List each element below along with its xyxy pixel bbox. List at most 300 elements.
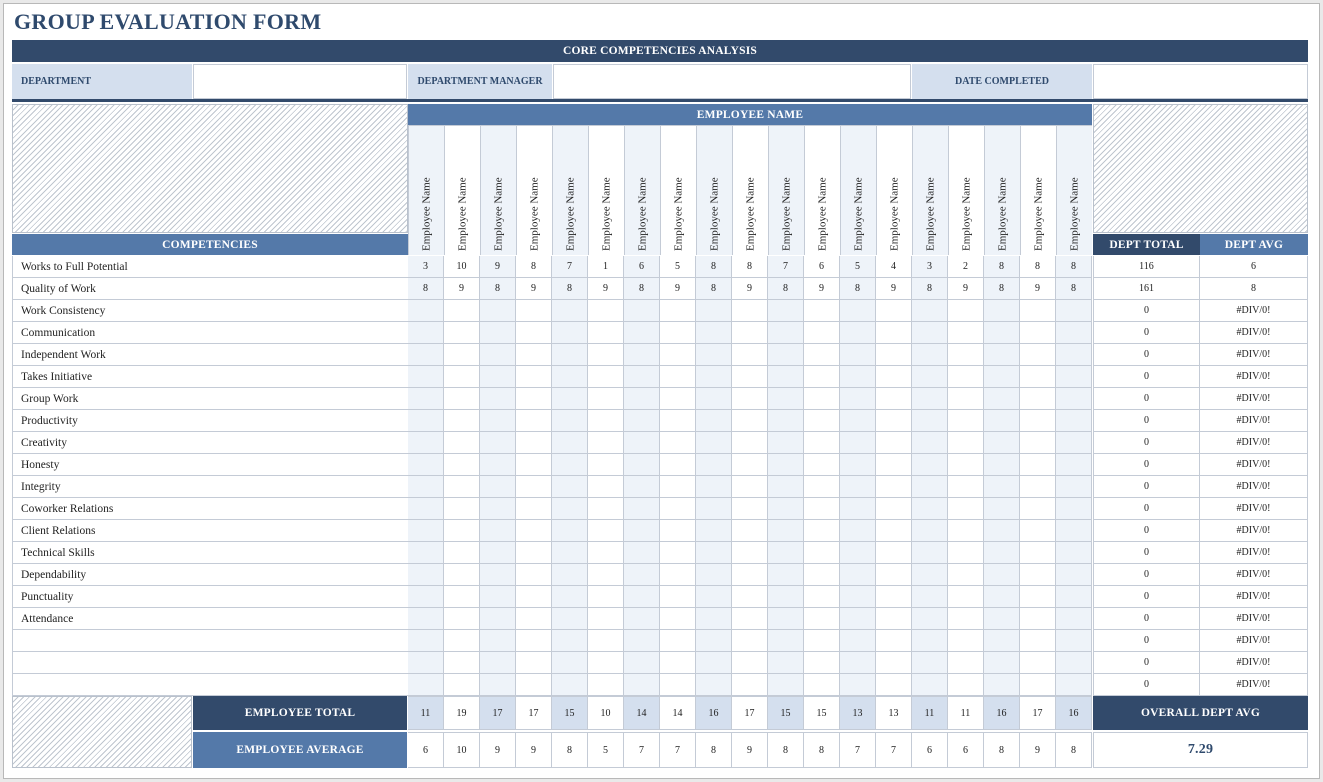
- score-cell[interactable]: 8: [408, 278, 444, 300]
- score-cell[interactable]: [840, 410, 876, 432]
- score-cell[interactable]: [696, 366, 732, 388]
- score-cell[interactable]: [912, 630, 948, 652]
- score-cell[interactable]: [624, 608, 660, 630]
- score-cell[interactable]: [1020, 432, 1056, 454]
- score-cell[interactable]: [912, 674, 948, 696]
- score-cell[interactable]: [480, 564, 516, 586]
- score-cell[interactable]: [840, 586, 876, 608]
- score-cell[interactable]: [588, 564, 624, 586]
- score-cell[interactable]: [480, 476, 516, 498]
- score-cell[interactable]: [768, 476, 804, 498]
- score-cell[interactable]: [840, 674, 876, 696]
- score-cell[interactable]: [840, 652, 876, 674]
- score-cell[interactable]: [984, 410, 1020, 432]
- score-cell[interactable]: [768, 322, 804, 344]
- score-cell[interactable]: [624, 454, 660, 476]
- score-cell[interactable]: [1020, 520, 1056, 542]
- score-cell[interactable]: [480, 454, 516, 476]
- score-cell[interactable]: [948, 608, 984, 630]
- score-cell[interactable]: [876, 586, 912, 608]
- score-cell[interactable]: [444, 344, 480, 366]
- score-cell[interactable]: [804, 366, 840, 388]
- score-cell[interactable]: [984, 300, 1020, 322]
- score-cell[interactable]: [588, 432, 624, 454]
- score-cell[interactable]: [408, 586, 444, 608]
- score-cell[interactable]: [912, 652, 948, 674]
- score-cell[interactable]: [732, 322, 768, 344]
- score-cell[interactable]: [660, 630, 696, 652]
- score-cell[interactable]: [516, 344, 552, 366]
- score-cell[interactable]: [588, 410, 624, 432]
- score-cell[interactable]: [552, 476, 588, 498]
- score-cell[interactable]: [480, 322, 516, 344]
- score-cell[interactable]: [804, 322, 840, 344]
- score-cell[interactable]: [660, 542, 696, 564]
- score-cell[interactable]: [624, 498, 660, 520]
- score-cell[interactable]: [408, 432, 444, 454]
- score-cell[interactable]: [696, 652, 732, 674]
- score-cell[interactable]: [624, 586, 660, 608]
- score-cell[interactable]: [408, 300, 444, 322]
- score-cell[interactable]: 4: [876, 256, 912, 278]
- score-cell[interactable]: [840, 564, 876, 586]
- score-cell[interactable]: [732, 344, 768, 366]
- score-cell[interactable]: [588, 586, 624, 608]
- score-cell[interactable]: [912, 564, 948, 586]
- score-cell[interactable]: [1056, 300, 1092, 322]
- score-cell[interactable]: [768, 498, 804, 520]
- score-cell[interactable]: [912, 542, 948, 564]
- score-cell[interactable]: [588, 520, 624, 542]
- score-cell[interactable]: [444, 652, 480, 674]
- score-cell[interactable]: [588, 498, 624, 520]
- score-cell[interactable]: [948, 674, 984, 696]
- score-cell[interactable]: [912, 300, 948, 322]
- department-manager-field[interactable]: [553, 64, 911, 99]
- score-cell[interactable]: [840, 366, 876, 388]
- score-cell[interactable]: [876, 652, 912, 674]
- score-cell[interactable]: [1020, 542, 1056, 564]
- score-cell[interactable]: [948, 630, 984, 652]
- score-cell[interactable]: [984, 498, 1020, 520]
- score-cell[interactable]: [516, 652, 552, 674]
- score-cell[interactable]: [624, 630, 660, 652]
- score-cell[interactable]: [876, 344, 912, 366]
- score-cell[interactable]: [912, 454, 948, 476]
- score-cell[interactable]: 9: [1020, 278, 1056, 300]
- score-cell[interactable]: [624, 674, 660, 696]
- score-cell[interactable]: [768, 410, 804, 432]
- score-cell[interactable]: [804, 498, 840, 520]
- score-cell[interactable]: [660, 586, 696, 608]
- score-cell[interactable]: [588, 630, 624, 652]
- score-cell[interactable]: [876, 300, 912, 322]
- score-cell[interactable]: [624, 366, 660, 388]
- score-cell[interactable]: [732, 542, 768, 564]
- score-cell[interactable]: [1056, 432, 1092, 454]
- score-cell[interactable]: [660, 344, 696, 366]
- score-cell[interactable]: [912, 476, 948, 498]
- score-cell[interactable]: [1020, 300, 1056, 322]
- score-cell[interactable]: [552, 608, 588, 630]
- score-cell[interactable]: [552, 652, 588, 674]
- score-cell[interactable]: [588, 388, 624, 410]
- score-cell[interactable]: [984, 630, 1020, 652]
- score-cell[interactable]: [624, 476, 660, 498]
- score-cell[interactable]: [804, 652, 840, 674]
- score-cell[interactable]: [552, 454, 588, 476]
- score-cell[interactable]: [660, 322, 696, 344]
- score-cell[interactable]: [840, 498, 876, 520]
- score-cell[interactable]: [552, 344, 588, 366]
- score-cell[interactable]: [408, 322, 444, 344]
- score-cell[interactable]: [948, 476, 984, 498]
- score-cell[interactable]: [804, 344, 840, 366]
- score-cell[interactable]: [840, 344, 876, 366]
- score-cell[interactable]: [984, 564, 1020, 586]
- score-cell[interactable]: [516, 300, 552, 322]
- score-cell[interactable]: [948, 322, 984, 344]
- score-cell[interactable]: [768, 608, 804, 630]
- score-cell[interactable]: [912, 322, 948, 344]
- score-cell[interactable]: [588, 608, 624, 630]
- score-cell[interactable]: [696, 498, 732, 520]
- score-cell[interactable]: [696, 322, 732, 344]
- score-cell[interactable]: [912, 498, 948, 520]
- score-cell[interactable]: [696, 410, 732, 432]
- score-cell[interactable]: [912, 520, 948, 542]
- score-cell[interactable]: [768, 454, 804, 476]
- score-cell[interactable]: [516, 454, 552, 476]
- score-cell[interactable]: 9: [804, 278, 840, 300]
- score-cell[interactable]: [984, 432, 1020, 454]
- score-cell[interactable]: [1020, 608, 1056, 630]
- score-cell[interactable]: 5: [840, 256, 876, 278]
- score-cell[interactable]: [444, 542, 480, 564]
- score-cell[interactable]: [516, 564, 552, 586]
- score-cell[interactable]: [552, 674, 588, 696]
- score-cell[interactable]: [516, 476, 552, 498]
- score-cell[interactable]: [660, 366, 696, 388]
- score-cell[interactable]: 9: [516, 278, 552, 300]
- score-cell[interactable]: [624, 432, 660, 454]
- score-cell[interactable]: [516, 366, 552, 388]
- score-cell[interactable]: [1056, 542, 1092, 564]
- score-cell[interactable]: [480, 432, 516, 454]
- score-cell[interactable]: [444, 410, 480, 432]
- score-cell[interactable]: 8: [912, 278, 948, 300]
- score-cell[interactable]: [1056, 498, 1092, 520]
- score-cell[interactable]: [948, 652, 984, 674]
- score-cell[interactable]: [408, 454, 444, 476]
- score-cell[interactable]: [660, 652, 696, 674]
- score-cell[interactable]: [660, 432, 696, 454]
- score-cell[interactable]: 8: [984, 278, 1020, 300]
- score-cell[interactable]: [984, 388, 1020, 410]
- score-cell[interactable]: [804, 300, 840, 322]
- score-cell[interactable]: [480, 300, 516, 322]
- score-cell[interactable]: [948, 432, 984, 454]
- score-cell[interactable]: 8: [732, 256, 768, 278]
- score-cell[interactable]: [876, 388, 912, 410]
- score-cell[interactable]: [876, 542, 912, 564]
- score-cell[interactable]: [408, 410, 444, 432]
- score-cell[interactable]: [768, 432, 804, 454]
- score-cell[interactable]: 8: [480, 278, 516, 300]
- score-cell[interactable]: [804, 388, 840, 410]
- score-cell[interactable]: [516, 322, 552, 344]
- score-cell[interactable]: [696, 344, 732, 366]
- score-cell[interactable]: [732, 476, 768, 498]
- score-cell[interactable]: 9: [660, 278, 696, 300]
- score-cell[interactable]: [912, 366, 948, 388]
- score-cell[interactable]: [516, 388, 552, 410]
- score-cell[interactable]: [804, 608, 840, 630]
- score-cell[interactable]: [984, 586, 1020, 608]
- score-cell[interactable]: [408, 498, 444, 520]
- score-cell[interactable]: [732, 498, 768, 520]
- score-cell[interactable]: 9: [588, 278, 624, 300]
- score-cell[interactable]: [480, 652, 516, 674]
- score-cell[interactable]: 8: [516, 256, 552, 278]
- score-cell[interactable]: [624, 410, 660, 432]
- score-cell[interactable]: [408, 542, 444, 564]
- score-cell[interactable]: 9: [876, 278, 912, 300]
- score-cell[interactable]: [696, 608, 732, 630]
- score-cell[interactable]: [804, 454, 840, 476]
- score-cell[interactable]: [1056, 366, 1092, 388]
- score-cell[interactable]: [588, 454, 624, 476]
- score-cell[interactable]: [696, 630, 732, 652]
- score-cell[interactable]: [588, 652, 624, 674]
- score-cell[interactable]: [480, 674, 516, 696]
- score-cell[interactable]: [660, 300, 696, 322]
- score-cell[interactable]: [1020, 366, 1056, 388]
- score-cell[interactable]: [948, 586, 984, 608]
- score-cell[interactable]: 5: [660, 256, 696, 278]
- score-cell[interactable]: [408, 564, 444, 586]
- score-cell[interactable]: [444, 366, 480, 388]
- score-cell[interactable]: [948, 520, 984, 542]
- score-cell[interactable]: [1020, 410, 1056, 432]
- score-cell[interactable]: [516, 410, 552, 432]
- score-cell[interactable]: [516, 630, 552, 652]
- score-cell[interactable]: [552, 630, 588, 652]
- score-cell[interactable]: [588, 322, 624, 344]
- score-cell[interactable]: [948, 344, 984, 366]
- score-cell[interactable]: [516, 542, 552, 564]
- score-cell[interactable]: [876, 520, 912, 542]
- score-cell[interactable]: [1056, 410, 1092, 432]
- score-cell[interactable]: [732, 674, 768, 696]
- score-cell[interactable]: [552, 520, 588, 542]
- score-cell[interactable]: [588, 542, 624, 564]
- score-cell[interactable]: [912, 586, 948, 608]
- score-cell[interactable]: [876, 476, 912, 498]
- score-cell[interactable]: [624, 388, 660, 410]
- score-cell[interactable]: [840, 520, 876, 542]
- score-cell[interactable]: [732, 630, 768, 652]
- score-cell[interactable]: 10: [444, 256, 480, 278]
- score-cell[interactable]: [768, 630, 804, 652]
- score-cell[interactable]: [1020, 674, 1056, 696]
- score-cell[interactable]: [732, 432, 768, 454]
- score-cell[interactable]: [912, 608, 948, 630]
- score-cell[interactable]: [660, 476, 696, 498]
- score-cell[interactable]: [588, 300, 624, 322]
- score-cell[interactable]: [1056, 630, 1092, 652]
- score-cell[interactable]: [732, 608, 768, 630]
- score-cell[interactable]: [1056, 674, 1092, 696]
- score-cell[interactable]: [804, 564, 840, 586]
- score-cell[interactable]: [1020, 476, 1056, 498]
- score-cell[interactable]: [552, 586, 588, 608]
- score-cell[interactable]: 8: [696, 256, 732, 278]
- score-cell[interactable]: 6: [624, 256, 660, 278]
- score-cell[interactable]: [876, 630, 912, 652]
- score-cell[interactable]: 8: [768, 278, 804, 300]
- score-cell[interactable]: [660, 498, 696, 520]
- score-cell[interactable]: [516, 498, 552, 520]
- score-cell[interactable]: [1020, 652, 1056, 674]
- score-cell[interactable]: [912, 410, 948, 432]
- score-cell[interactable]: [984, 344, 1020, 366]
- score-cell[interactable]: [732, 300, 768, 322]
- score-cell[interactable]: [732, 366, 768, 388]
- score-cell[interactable]: [768, 674, 804, 696]
- score-cell[interactable]: [876, 454, 912, 476]
- score-cell[interactable]: [588, 366, 624, 388]
- score-cell[interactable]: [696, 520, 732, 542]
- score-cell[interactable]: 9: [444, 278, 480, 300]
- date-completed-field[interactable]: [1093, 64, 1308, 99]
- score-cell[interactable]: [624, 564, 660, 586]
- score-cell[interactable]: 1: [588, 256, 624, 278]
- score-cell[interactable]: [840, 322, 876, 344]
- score-cell[interactable]: [696, 432, 732, 454]
- score-cell[interactable]: [552, 388, 588, 410]
- score-cell[interactable]: [804, 630, 840, 652]
- score-cell[interactable]: [732, 388, 768, 410]
- score-cell[interactable]: [1056, 652, 1092, 674]
- score-cell[interactable]: [768, 564, 804, 586]
- score-cell[interactable]: [984, 674, 1020, 696]
- score-cell[interactable]: 7: [552, 256, 588, 278]
- score-cell[interactable]: [660, 520, 696, 542]
- score-cell[interactable]: [516, 674, 552, 696]
- score-cell[interactable]: [624, 520, 660, 542]
- score-cell[interactable]: [624, 542, 660, 564]
- score-cell[interactable]: [732, 454, 768, 476]
- score-cell[interactable]: 8: [984, 256, 1020, 278]
- score-cell[interactable]: [1056, 608, 1092, 630]
- score-cell[interactable]: [876, 674, 912, 696]
- score-cell[interactable]: [516, 586, 552, 608]
- score-cell[interactable]: [768, 300, 804, 322]
- score-cell[interactable]: [444, 454, 480, 476]
- score-cell[interactable]: [660, 564, 696, 586]
- score-cell[interactable]: [732, 520, 768, 542]
- score-cell[interactable]: [552, 498, 588, 520]
- score-cell[interactable]: [1056, 564, 1092, 586]
- score-cell[interactable]: [588, 674, 624, 696]
- score-cell[interactable]: [732, 652, 768, 674]
- score-cell[interactable]: [552, 322, 588, 344]
- score-cell[interactable]: 9: [948, 278, 984, 300]
- score-cell[interactable]: [444, 564, 480, 586]
- score-cell[interactable]: 8: [1020, 256, 1056, 278]
- score-cell[interactable]: [876, 564, 912, 586]
- score-cell[interactable]: [876, 410, 912, 432]
- score-cell[interactable]: [408, 520, 444, 542]
- score-cell[interactable]: [768, 366, 804, 388]
- score-cell[interactable]: 8: [624, 278, 660, 300]
- score-cell[interactable]: [876, 498, 912, 520]
- score-cell[interactable]: [804, 432, 840, 454]
- score-cell[interactable]: [444, 498, 480, 520]
- score-cell[interactable]: [948, 388, 984, 410]
- score-cell[interactable]: [444, 608, 480, 630]
- score-cell[interactable]: 9: [480, 256, 516, 278]
- score-cell[interactable]: [444, 432, 480, 454]
- score-cell[interactable]: [1056, 322, 1092, 344]
- score-cell[interactable]: 8: [1056, 278, 1092, 300]
- score-cell[interactable]: [840, 454, 876, 476]
- score-cell[interactable]: [912, 388, 948, 410]
- score-cell[interactable]: [660, 454, 696, 476]
- score-cell[interactable]: [1020, 630, 1056, 652]
- score-cell[interactable]: [480, 586, 516, 608]
- score-cell[interactable]: 3: [912, 256, 948, 278]
- score-cell[interactable]: [804, 520, 840, 542]
- score-cell[interactable]: [480, 366, 516, 388]
- score-cell[interactable]: [948, 454, 984, 476]
- score-cell[interactable]: [480, 520, 516, 542]
- score-cell[interactable]: [948, 498, 984, 520]
- score-cell[interactable]: [1056, 520, 1092, 542]
- score-cell[interactable]: [444, 388, 480, 410]
- score-cell[interactable]: [840, 608, 876, 630]
- score-cell[interactable]: [804, 476, 840, 498]
- score-cell[interactable]: [984, 366, 1020, 388]
- score-cell[interactable]: 8: [552, 278, 588, 300]
- score-cell[interactable]: [408, 630, 444, 652]
- score-cell[interactable]: [840, 630, 876, 652]
- score-cell[interactable]: [588, 476, 624, 498]
- score-cell[interactable]: [840, 388, 876, 410]
- score-cell[interactable]: [876, 366, 912, 388]
- score-cell[interactable]: [948, 542, 984, 564]
- score-cell[interactable]: [768, 586, 804, 608]
- score-cell[interactable]: [444, 476, 480, 498]
- score-cell[interactable]: [552, 432, 588, 454]
- score-cell[interactable]: [408, 344, 444, 366]
- score-cell[interactable]: [696, 564, 732, 586]
- score-cell[interactable]: [768, 652, 804, 674]
- score-cell[interactable]: [732, 410, 768, 432]
- score-cell[interactable]: [984, 476, 1020, 498]
- score-cell[interactable]: [840, 300, 876, 322]
- score-cell[interactable]: [552, 564, 588, 586]
- score-cell[interactable]: [660, 388, 696, 410]
- score-cell[interactable]: [696, 476, 732, 498]
- score-cell[interactable]: [768, 344, 804, 366]
- score-cell[interactable]: [660, 674, 696, 696]
- score-cell[interactable]: 2: [948, 256, 984, 278]
- score-cell[interactable]: [660, 410, 696, 432]
- score-cell[interactable]: [444, 322, 480, 344]
- score-cell[interactable]: [840, 476, 876, 498]
